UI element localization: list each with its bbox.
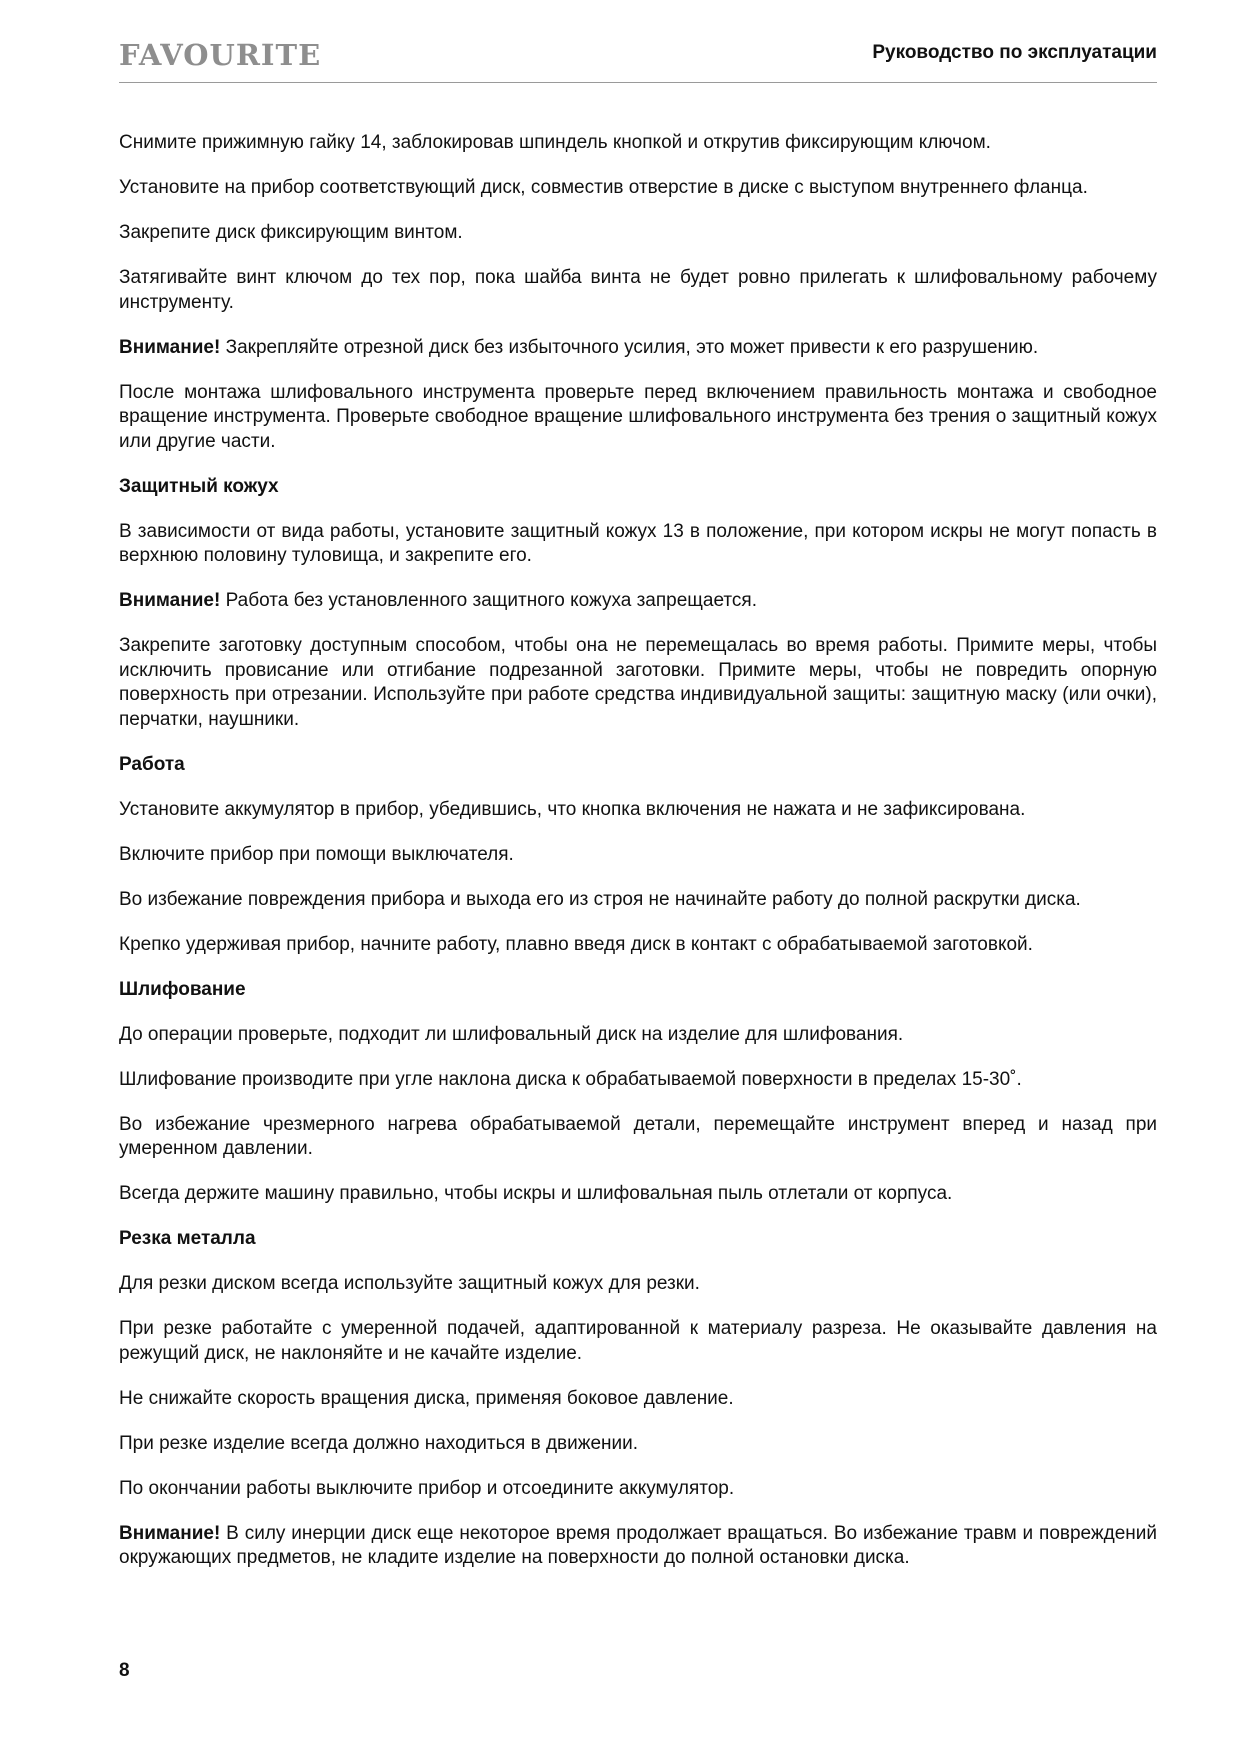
paragraph: Шлифование производите при угле наклона диска к обрабатываемой поверхности в пределах 15-30˚. bbox=[119, 1068, 1022, 1090]
section-heading: Работа bbox=[119, 753, 185, 775]
warning-paragraph: Внимание! Работа без установленного защитного кожуха запрещается. bbox=[119, 590, 757, 611]
paragraph: Всегда держите машину правильно, чтобы искры и шлифовальная пыль отлетали от корпуса. bbox=[119, 1183, 953, 1204]
paragraph: При резке изделие всегда должно находиться в движении. bbox=[119, 1432, 639, 1454]
section-heading: Защитный кожух bbox=[119, 475, 279, 497]
warning-label: Внимание! bbox=[119, 1522, 221, 1544]
paragraph: Установите на прибор соответствующий диск, совместив отверстие в диске с выступом внутреннего фланца. bbox=[119, 177, 1088, 198]
page-content bbox=[119, 131, 1157, 1591]
paragraph: После монтажа шлифовального инструмента проверьте перед включением правильность монтажа и свободное вращение инструмента. Проверьте свободное вращение шлифовального инструмента без трения о защитный кожух или другие части. bbox=[119, 381, 1157, 452]
warning-paragraph: Внимание! Закрепляйте отрезной диск без избыточного усилия, это может привести к его разрушению. bbox=[119, 336, 1039, 358]
section-heading: Резка металла bbox=[119, 1228, 256, 1249]
paragraph: Закрепите диск фиксирующим винтом. bbox=[119, 222, 463, 243]
paragraph: Не снижайте скорость вращения диска, применяя боковое давление. bbox=[119, 1387, 734, 1409]
section-heading: Шлифование bbox=[119, 978, 246, 1000]
paragraph: До операции проверьте, подходит ли шлифовальный диск на изделие для шлифования. bbox=[119, 1023, 904, 1045]
paragraph: Включите прибор при помощи выключателя. bbox=[119, 843, 514, 865]
paragraph: Снимите прижимную гайку 14, заблокировав шпиндель кнопкой и открутив фиксирующим ключом. bbox=[119, 132, 991, 153]
paragraph: Для резки диском всегда используйте защитный кожух для резки. bbox=[119, 1273, 700, 1294]
paragraph: При резке работайте с умеренной подачей, адаптированной к материалу разреза. Не оказывайте давления на режущий диск, не наклоняйте и не качайте изделие. bbox=[119, 1318, 1157, 1364]
paragraph: Закрепите заготовку доступным способом, чтобы она не перемещалась во время работы. Примите меры, чтобы исключить провисание или отгибание подрезанной заготовки. Примите меры, чтобы не повредить опорную поверхность при отрезании. Используйте при работе средства индивидуальной защиты: защитную маску (или очки), перчатки, наушники. bbox=[119, 635, 1157, 730]
paragraph: Во избежание повреждения прибора и выхода его из строя не начинайте работу до полной раскрутки диска. bbox=[119, 888, 1081, 910]
page-header bbox=[119, 32, 1157, 83]
paragraph: Во избежание чрезмерного нагрева обрабатываемой детали, перемещайте инструмент вперед и назад при умеренном давлении. bbox=[119, 1113, 1157, 1159]
page-number: 8 bbox=[119, 1660, 130, 1681]
paragraph: В зависимости от вида работы, установите защитный кожух 13 в положение, при котором искры не могут попасть в верхнюю половину туловища, и закрепите его. bbox=[119, 520, 1157, 566]
paragraph: Крепко удерживая прибор, начните работу, плавно введя диск в контакт с обрабатываемой заготовкой. bbox=[119, 933, 1033, 955]
brand-logo: FAVOURITE bbox=[119, 38, 322, 72]
warning-label: Внимание! bbox=[119, 336, 221, 358]
warning-paragraph: Внимание! В силу инерции диск еще некоторое время продолжает вращаться. Во избежание травм и повреждений окружающих предметов, не кладите изделие на поверхности до полной остановки диска. bbox=[119, 1522, 1157, 1568]
document-title: Руководство по эксплуатации bbox=[872, 42, 1157, 63]
paragraph: По окончании работы выключите прибор и отсоедините аккумулятор. bbox=[119, 1477, 735, 1499]
paragraph: Установите аккумулятор в прибор, убедившись, что кнопка включения не нажата и не зафиксирована. bbox=[119, 798, 1026, 820]
paragraph: Затягивайте винт ключом до тех пор, пока шайба винта не будет ровно прилегать к шлифовальному рабочему инструменту. bbox=[119, 267, 1157, 313]
warning-label: Внимание! bbox=[119, 590, 221, 611]
